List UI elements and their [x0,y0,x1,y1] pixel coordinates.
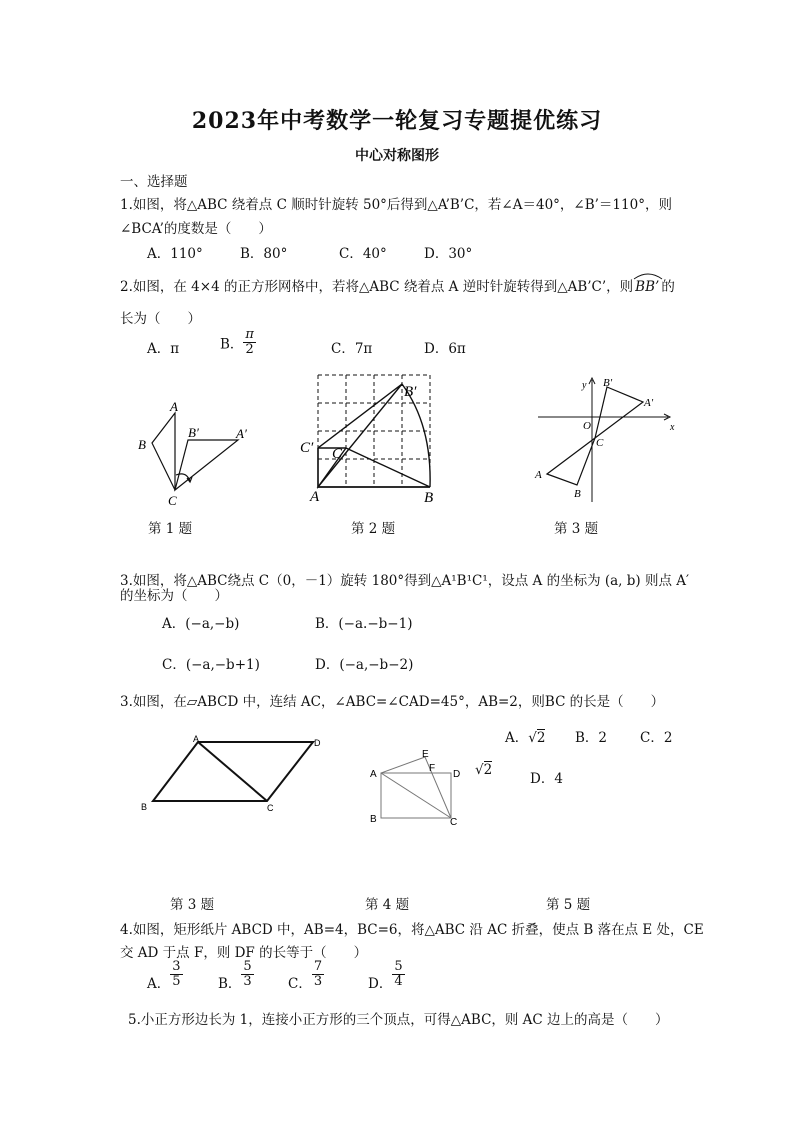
fig3-label-y: y [582,380,587,391]
q4-option-b: B． $\frac{5}{3}$ [218,959,252,992]
q3a-line2: 的坐标为（ ） [120,588,228,604]
q3a-option-d: D．(−a,−b−2) [315,657,414,673]
fig3-label-x: x [670,422,675,433]
q3a-option-b: B．(−a.−b−1) [315,616,413,632]
figure-3 [530,372,685,507]
figure-1 [130,395,250,510]
q3b-option-c-radical: √2 [475,762,493,778]
q3a-line1: 3.如图，将△ABC绕点 C（0，－1）旋转 180°得到△A¹B¹C¹，设点 A 的坐标为 (a, b) 则点 A′ [120,573,690,589]
fig3-label-b-prime: B′ [603,377,613,389]
fig1-label-a: A [170,399,178,414]
fig1-label-a-prime: A′ [236,426,247,441]
para-label-d: D [314,738,321,748]
fig1-label-b: B [138,437,146,452]
q4-option-a: A． $\frac{3}{5}$ [147,959,181,992]
fig3-label-b: B [574,488,581,500]
diagonal-ac [381,773,451,818]
q2-option-b: B． $\frac{\pi}{2}$ [220,327,254,357]
q2-option-c: C．7π [331,341,373,357]
page-title: 2023年中考数学一轮复习专题提优练习 [191,108,603,134]
rect-label-c: C [450,817,458,828]
q3b-option-a: A．√2 [505,730,546,746]
triangle-ab2c2 [318,384,402,487]
q2-arc: BB’ [633,279,661,295]
fig1-label-c: C [168,493,177,508]
q3b-option-c: C．2 [640,730,673,746]
diagonal-ac [198,742,267,801]
q4-line2: 交 AD 于点 F，则 DF 的长等于（ ） [120,945,368,961]
q1-line2: ∠BCA’的度数是（ ） [120,221,272,237]
rect-label-d: D [453,769,461,780]
q2-option-a: A．π [147,341,180,357]
q2-line1-text: 2.如图，在 4×4 的正方形网格中，若将△ABC 绕着点 A 逆时针旋转得到△AB’C’，则 [120,279,634,295]
q1-line1: 1.如图，将△ABC 绕着点 C 顺时针旋转 50°后得到△A’B’C，若∠A＝40°，∠B’＝110°，则 [120,197,672,213]
q5-line1: 5.小正方形边长为 1，连接小正方形的三个顶点，可得△ABC，则 AC 边上的高是（ ） [128,1012,669,1028]
arc-mark-icon [633,272,663,280]
q2-line1-end: 的 [661,279,675,295]
q4-option-d: D． $\frac{5}{4}$ [368,959,403,992]
rect-label-f: F [429,763,436,774]
triangle-abc [152,413,175,490]
q3b-option-b: B．2 [575,730,608,746]
segment-ae [381,757,425,773]
q2-line2: 长为（ ） [120,311,201,327]
sqrt-icon: √ [475,762,484,778]
q2-option-d: D．6π [424,341,466,357]
fig2-label-a: A [310,489,320,505]
fig3-label-o: O [583,420,591,432]
fig1-label-b-prime: B′ [188,425,199,440]
para-label-b: B [141,802,148,812]
q1-option-c: C．40° [339,246,387,262]
q1-option-a: A．110° [147,246,203,262]
q2-line1 [120,275,675,295]
page-subtitle: 中心对称图形 [355,148,439,164]
fig2-label-c-prime: C′ [300,440,314,456]
fig3-label-a: A [535,469,542,481]
fig2-label-b-prime: B′ [404,384,417,400]
q3b-option-d: D．4 [530,771,563,787]
caption-figure-5: 第 5 题 [546,897,591,913]
caption-figure-3: 第 3 题 [554,521,599,537]
caption-figure-3b: 第 3 题 [170,897,215,913]
figure-parallelogram [135,732,335,817]
q3b-line1: 3.如图，在▱ABCD 中，连结 AC，∠ABC=∠CAD=45°，AB=2，则BC 的长是（ ） [120,694,665,710]
figure-rectangle-fold [365,745,475,830]
triangle-a2b2c [175,440,238,490]
q4-line1: 4.如图，矩形纸片 ABCD 中，AB=4，BC=6，将△ABC 沿 AC 折叠，使点 B 落在点 E 处，CE [120,922,704,938]
caption-figure-4: 第 4 题 [365,897,410,913]
triangle-a2b2c [595,387,643,438]
figure-2 [300,370,450,510]
sqrt-icon: √ [528,730,537,746]
q3a-option-a: A．(−a,−b) [162,616,240,632]
section-heading: 一、选择题 [120,174,188,190]
rect-label-b: B [370,814,377,825]
q1-option-b: B．80° [240,246,288,262]
rect-label-e: E [422,749,429,760]
caption-figure-2: 第 2 题 [351,521,396,537]
fig3-label-a-prime: A′ [644,397,654,409]
q3a-option-c: C．(−a,−b+1) [162,657,260,673]
caption-figure-1: 第 1 题 [148,521,193,537]
q4-option-c: C． $\frac{7}{3}$ [288,959,323,992]
para-label-a: A [193,734,200,744]
fig2-label-c: C [332,446,343,462]
para-label-c: C [267,803,274,813]
fig2-label-b: B [424,490,434,506]
q2-option-b-fraction: $\frac{\pi}{2}$ [245,327,254,357]
triangle-abc [547,438,595,485]
rect-label-a: A [370,769,377,780]
q1-option-d: D．30° [424,246,473,262]
fig3-label-c: C [596,437,604,449]
